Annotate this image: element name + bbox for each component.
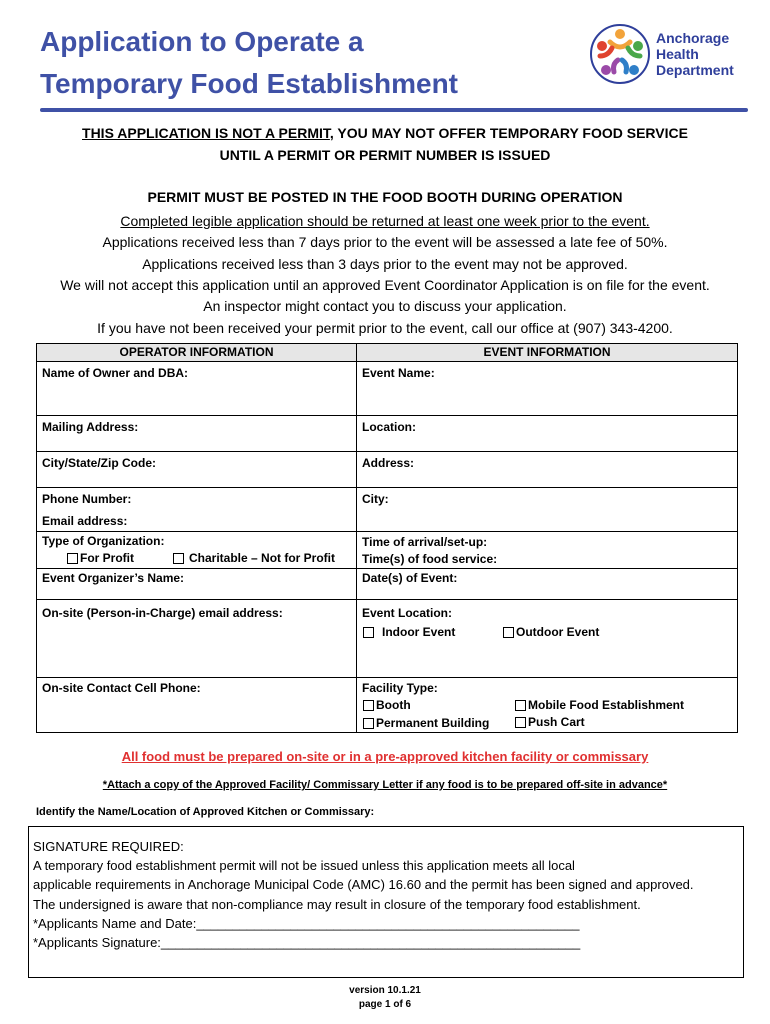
signature-heading: SIGNATURE REQUIRED: xyxy=(33,839,184,854)
email-address-label[interactable]: Email address: xyxy=(42,514,128,528)
org-type-label: Type of Organization: xyxy=(42,534,165,548)
page-title-line2: Temporary Food Establishment xyxy=(40,68,458,99)
not-approved-notice: Applications received less than 3 days prior to the event may not be approved. xyxy=(142,256,628,272)
logo-line3: Department xyxy=(656,62,734,78)
event-name-label[interactable]: Event Name: xyxy=(362,366,435,380)
push-cart-option[interactable] xyxy=(515,715,585,729)
inspector-notice: An inspector might contact you to discuss your application. xyxy=(203,298,567,314)
organizer-name-label[interactable]: Event Organizer’s Name: xyxy=(42,571,185,585)
event-header: EVENT INFORMATION xyxy=(357,344,737,361)
logo-line2: Health xyxy=(656,46,699,62)
permanent-building-option[interactable] xyxy=(363,716,489,730)
operator-header: OPERATOR INFORMATION xyxy=(37,344,356,361)
prepared-onsite-notice: All food must be prepared on-site or in a pre-approved kitchen facility or commissary xyxy=(121,749,649,764)
not-a-permit-notice xyxy=(0,125,770,141)
for-profit-option[interactable] xyxy=(67,551,134,565)
city-state-zip-label[interactable]: City/State/Zip Code: xyxy=(42,456,157,470)
page-number: page 1 of 6 xyxy=(358,999,412,1010)
signature-line3: The undersigned is aware that non-compliance may result in closure of the temporary food establishment. xyxy=(33,897,641,912)
signature-box xyxy=(28,826,744,978)
row-line xyxy=(37,599,737,600)
row-line xyxy=(37,361,737,362)
until-permit-notice: UNTIL A PERMIT OR PERMIT NUMBER IS ISSUED xyxy=(219,147,551,163)
onsite-phone-label[interactable]: On-site Contact Cell Phone: xyxy=(42,681,201,695)
not-a-permit-underlined: THIS APPLICATION IS NOT A PERMIT xyxy=(82,125,330,141)
signature-line2: applicable requirements in Anchorage Municipal Code (AMC) 16.60 and the permit has been signed and approved. xyxy=(33,877,694,892)
booth-label: Booth xyxy=(376,698,411,712)
applicant-name-date-field[interactable]: *Applicants Name and Date:_____________________________________________________ xyxy=(33,916,580,931)
row-line xyxy=(37,531,737,532)
for-profit-label: For Profit xyxy=(80,551,134,565)
event-dates-label[interactable]: Date(s) of Event: xyxy=(362,571,458,585)
not-a-permit-rest: , YOU MAY NOT OFFER TEMPORARY FOOD SERVICE xyxy=(329,125,688,141)
anchorage-health-logo-icon xyxy=(588,22,652,86)
logo-wordmark xyxy=(656,30,734,78)
outdoor-label: Outdoor Event xyxy=(516,625,600,639)
mobile-food-label: Mobile Food Establishment xyxy=(528,698,685,712)
push-cart-label: Push Cart xyxy=(528,715,585,729)
column-divider xyxy=(356,344,357,732)
booth-option[interactable] xyxy=(363,698,411,712)
row-line xyxy=(37,677,737,678)
outdoor-checkbox[interactable] xyxy=(503,627,514,638)
onsite-email-label[interactable]: On-site (Person-in-Charge) email address: xyxy=(42,606,283,620)
permanent-building-label: Permanent Building xyxy=(376,716,490,730)
location-label[interactable]: Location: xyxy=(362,420,416,434)
late-fee-notice: Applications received less than 7 days prior to the event will be assessed a late fee of 50%. xyxy=(102,234,668,250)
row-line xyxy=(37,451,737,452)
charitable-checkbox[interactable] xyxy=(173,553,184,564)
event-location-label: Event Location: xyxy=(362,606,453,620)
logo-line1: Anchorage xyxy=(656,30,730,46)
information-table xyxy=(36,343,738,733)
attach-letter-notice: *Attach a copy of the Approved Facility/ Commissary Letter if any food is to be prepared off-site in advance* xyxy=(102,779,668,791)
charitable-label: Charitable – Not for Profit xyxy=(189,551,336,565)
mobile-food-option[interactable] xyxy=(515,698,684,712)
for-profit-checkbox[interactable] xyxy=(67,553,78,564)
page-title-line1: Application to Operate a xyxy=(40,26,364,57)
outdoor-option[interactable] xyxy=(503,625,599,639)
food-service-times-label[interactable]: Time(s) of food service: xyxy=(362,552,498,566)
push-cart-checkbox[interactable] xyxy=(515,717,526,728)
header-divider xyxy=(40,108,748,112)
indoor-checkbox[interactable] xyxy=(363,627,374,638)
row-line xyxy=(37,415,737,416)
completed-notice: Completed legible application should be returned at least one week prior to the event. xyxy=(120,213,650,229)
applicant-signature-field[interactable]: *Applicants Signature:__________________________________________________________ xyxy=(33,935,581,950)
call-office-notice: If you have not been received your permit prior to the event, call our office at (907) 343-4200. xyxy=(97,320,673,336)
posted-notice: PERMIT MUST BE POSTED IN THE FOOD BOOTH DURING OPERATION xyxy=(147,189,623,205)
facility-type-label: Facility Type: xyxy=(362,681,438,695)
charitable-option[interactable] xyxy=(173,551,335,565)
phone-number-label[interactable]: Phone Number: xyxy=(42,492,132,506)
coordinator-notice: We will not accept this application until an approved Event Coordinator Application is on file for the event. xyxy=(60,277,710,293)
commissary-identify-label[interactable]: Identify the Name/Location of Approved Kitchen or Commissary: xyxy=(36,806,375,818)
city-label[interactable]: City: xyxy=(362,492,389,506)
row-line xyxy=(37,487,737,488)
indoor-option[interactable] xyxy=(363,625,455,639)
indoor-label: Indoor Event xyxy=(382,625,456,639)
owner-dba-label[interactable]: Name of Owner and DBA: xyxy=(42,366,189,380)
row-line xyxy=(37,568,737,569)
mailing-address-label[interactable]: Mailing Address: xyxy=(42,420,139,434)
mobile-food-checkbox[interactable] xyxy=(515,700,526,711)
signature-line1: A temporary food establishment permit will not be issued unless this application meets all local xyxy=(33,858,575,873)
permanent-building-checkbox[interactable] xyxy=(363,718,374,729)
booth-checkbox[interactable] xyxy=(363,700,374,711)
address-label[interactable]: Address: xyxy=(362,456,415,470)
version-label: version 10.1.21 xyxy=(349,985,421,996)
arrival-setup-label[interactable]: Time of arrival/set-up: xyxy=(362,535,488,549)
